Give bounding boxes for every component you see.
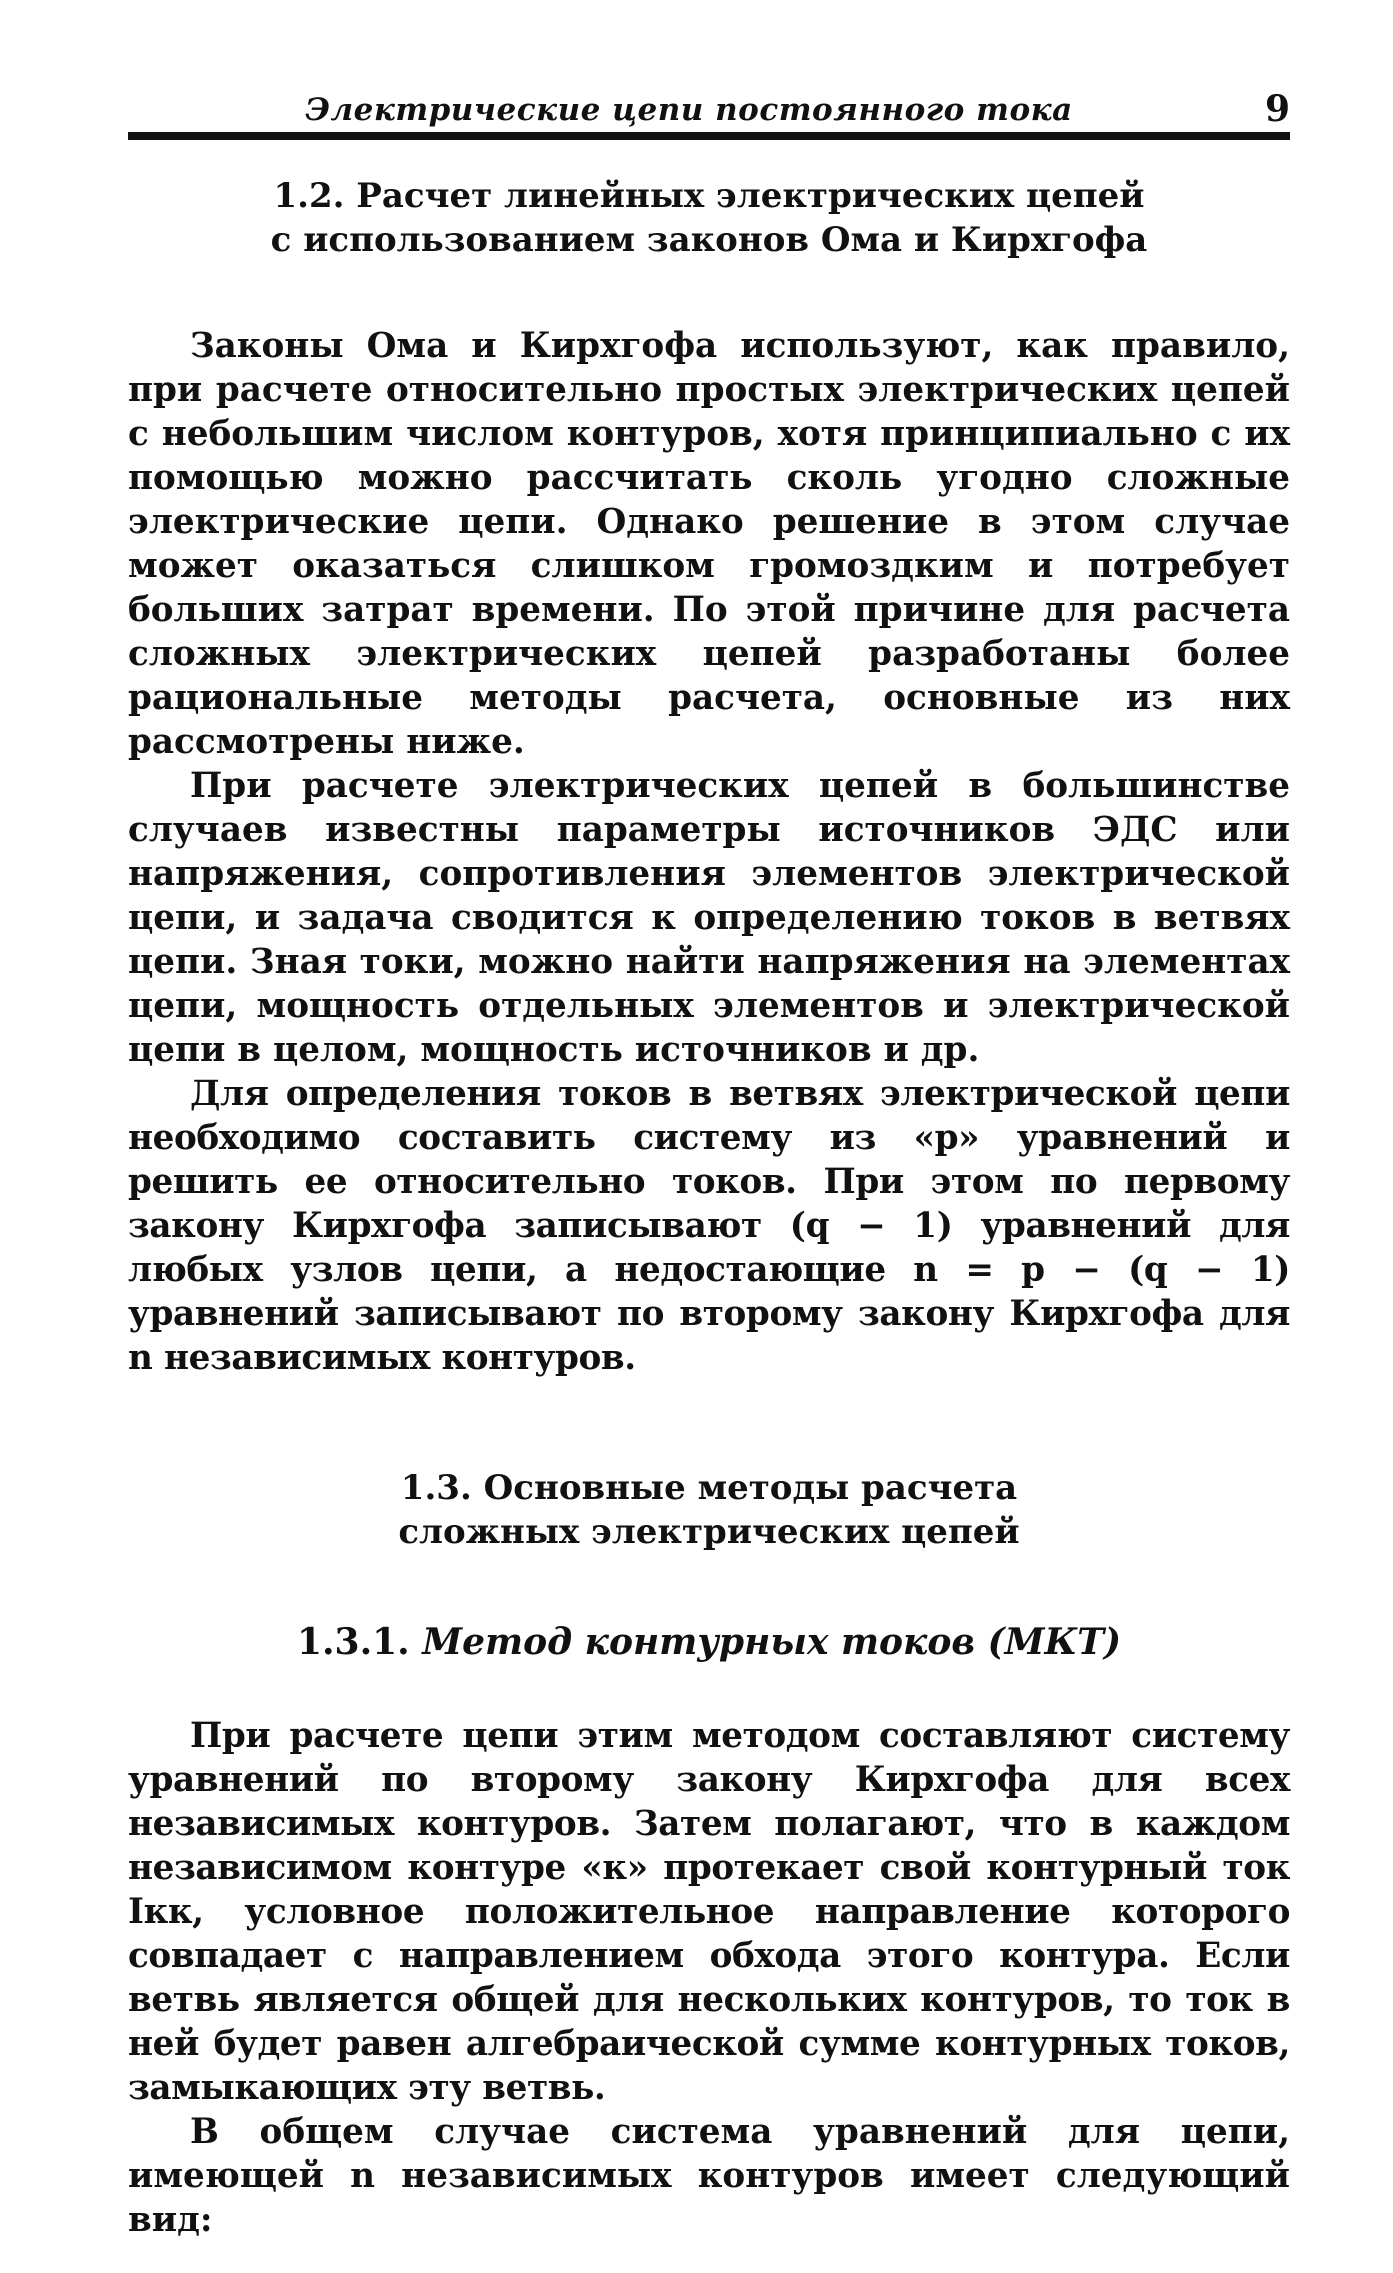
- running-title: Электрические цепи постоянного тока: [305, 92, 1073, 128]
- section-1-2-title-line1: 1.2. Расчет линейных электрических цепей: [273, 176, 1145, 216]
- section-1-3-1-title: [128, 1620, 1290, 1664]
- paragraph-known-parameters: При расчете электрических цепей в большинстве случаев известны параметры источников ЭДС или напряжения, сопротивления элементов электрической цепи, и задача сводится к определению токов в ветвях цепи. Зная токи, можно найти напряжения на элементах цепи, мощность отдельных элементов и электрической цепи в целом, мощность источников и др.: [128, 766, 1290, 1070]
- section-1-2-title-line2: с использованием законов Ома и Кирхгофа: [270, 220, 1148, 260]
- section-1-3-1-number: 1.3.1.: [296, 1621, 410, 1663]
- section-1-3-title-line2: сложных электрических цепей: [398, 1512, 1020, 1552]
- paragraph-ohm-kirchhoff: Законы Ома и Кирхгофа используют, как правило, при расчете относительно простых электрических цепей с небольшим числом контуров, хотя принципиально с их помощью можно рассчитать сколь угодно сложные электрические цепи. Однако решение в этом случае может оказаться слишком громоздким и потребует больших затрат времени. По этой причине для расчета сложных электрических цепей разработаны более рациональные методы расчета, основные из них рассмотрены ниже.: [128, 326, 1290, 762]
- paragraph-mesh-current-method: При расчете цепи этим методом составляют систему уравнений по второму закону Кирхгофа для всех независимых контуров. Затем полагают, что в каждом независимом контуре «к» протекает свой контурный ток Iкк, условное положительное направление которого совпадает с направлением обхода этого контура. Если ветвь является общей для нескольких контуров, то ток в ней будет равен алгебраической сумме контурных токов, замыкающих эту ветвь.: [128, 1716, 1290, 2108]
- paragraph-system-of-equations: Для определения токов в ветвях электрической цепи необходимо составить систему из «р» уравнений и решить ее относительно токов. При этом по первому закону Кирхгофа записывают (q − 1) уравнений для любых узлов цепи, а недостающие n = p − (q − 1) уравнений записывают по второму закону Кирхгофа для n независимых контуров.: [128, 1074, 1290, 1378]
- paragraph-general-system: В общем случае система уравнений для цепи, имеющей n независимых контуров имеет следующий вид:: [128, 2112, 1290, 2240]
- section-1-3-1-name: Метод контурных токов (МКТ): [422, 1621, 1122, 1663]
- section-1-2-title: [128, 174, 1290, 262]
- page-number: 9: [1264, 88, 1290, 130]
- header-rule: [128, 132, 1290, 140]
- section-1-3-title: [128, 1466, 1290, 1554]
- running-header: [128, 78, 1290, 146]
- section-1-3-title-line1: 1.3. Основные методы расчета: [400, 1468, 1018, 1508]
- book-page: [128, 78, 1290, 2242]
